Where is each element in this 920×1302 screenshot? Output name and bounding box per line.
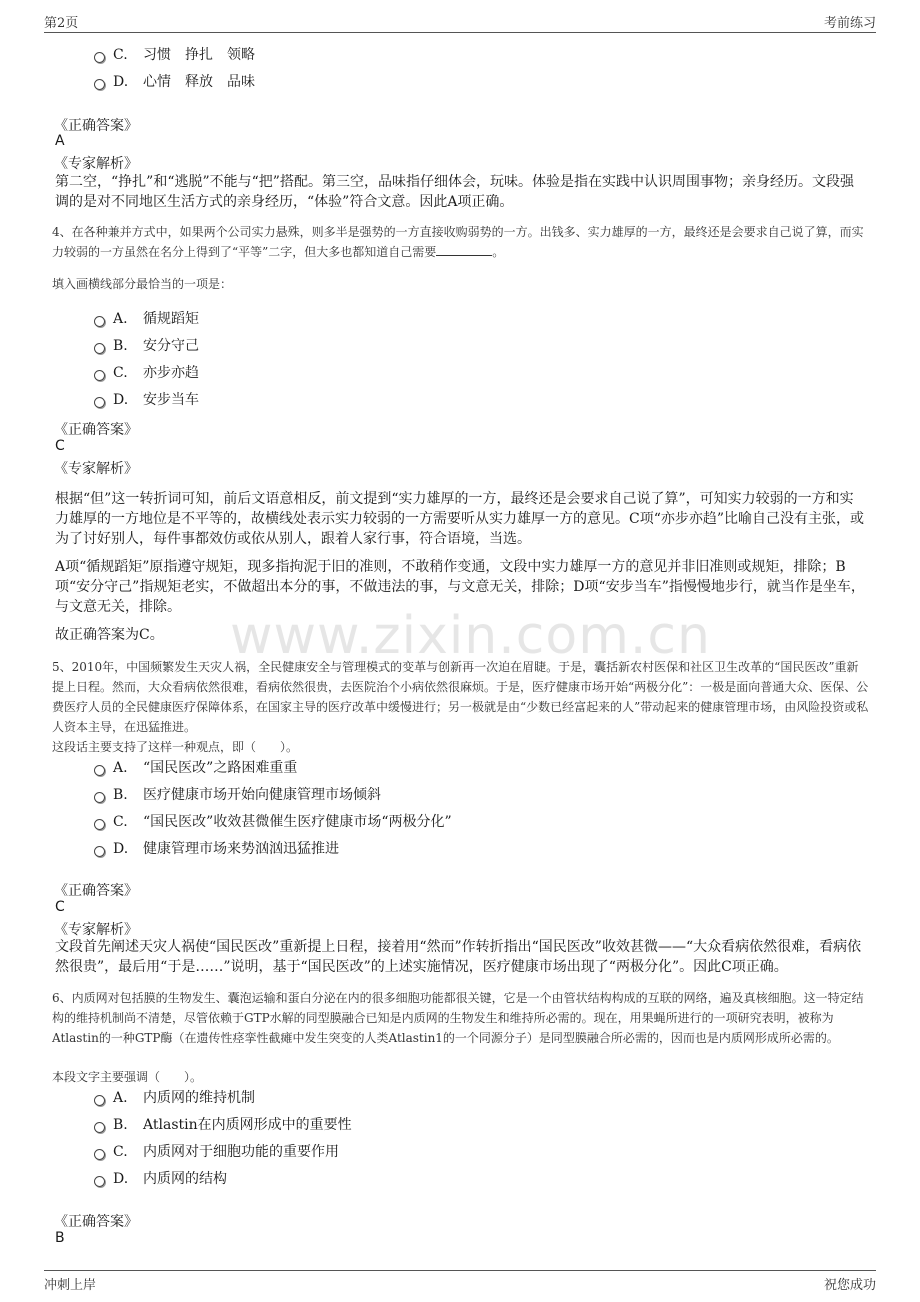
q5-analysis: 文段首先阐述天灾人祸使“国民医改”重新提上日程，接着用“然而”作转折指出“国民医改”收效甚微——“大众看病依然很难，看病依然很贵”，最后用“于是……”说明，基于“国民医改”的上述实施情况，医疗健康市场出现了“两极分化”。因此C项正确。 (55, 939, 862, 975)
radio-icon[interactable] (94, 1149, 105, 1160)
radio-icon[interactable] (94, 1122, 105, 1133)
radio-icon[interactable] (94, 1176, 105, 1187)
q4-option-d[interactable]: D. 安步当车 (94, 390, 199, 410)
page-number: 第2页 (44, 16, 79, 31)
watermark: www.zixin.com.cn (230, 606, 711, 666)
q4-option-a[interactable]: A. 循规蹈矩 (94, 309, 199, 329)
q4-option-c[interactable]: C. 亦步亦趋 (94, 363, 199, 383)
radio-icon[interactable] (94, 1095, 105, 1106)
q4-stem: 4、在各种兼并方式中，如果两个公司实力悬殊，则多半是强势的一方直接收购弱势的一方。出钱多、实力雄厚的一方，最终还是会要求自己说了算，而实力较弱的一方虽然在名分上得到了“平等”二字，但大多也都知道自己需要 。 (52, 225, 864, 259)
q5-answer: C (55, 899, 65, 915)
analysis-label: 《专家解析》 (54, 156, 138, 172)
page-footer (44, 1270, 876, 1293)
q4-answer: C (55, 438, 65, 454)
q5-prompt: 这段话主要支持了这样一种观点，即（ ）。 (52, 740, 299, 754)
q6-option-c[interactable]: C. 内质网对于细胞功能的重要作用 (94, 1142, 339, 1162)
q6-stem: 6、内质网对包括膜的生物发生、囊泡运输和蛋白分泌在内的很多细胞功能都很关键，它是一个由管状结构构成的互联的网络，遍及真核细胞。这一特定结构的维持机制尚不清楚，尽管依赖于GTP水解的同型膜融合已知是内质网的生物发生和维持所必需的。现在，用果蝇所进行的一项研究表明，被称为Atlastin的一种GTP酶（在遗传性痉挛性截瘫中发生突变的人类Atlastin1的一个同源分子）是同型膜融合所必需的，因而也是内质网形成所必需的。 (52, 991, 864, 1045)
q5-option-d[interactable]: D. 健康管理市场来势汹汹迅猛推进 (94, 839, 339, 859)
q6-option-d[interactable]: D. 内质网的结构 (94, 1169, 227, 1189)
radio-icon[interactable] (94, 316, 105, 327)
q3-analysis: 第二空，“挣扎”和“逃脱”不能与“把”搭配。第三空，品味指仔细体会，玩味。体验是指在实践中认识周围事物；亲身经历。文段强调的是对不同地区生活方式的亲身经历，“体验”符合文意。因此A项正确。 (55, 174, 854, 210)
radio-icon[interactable] (94, 819, 105, 830)
q6-option-a[interactable]: A. 内质网的维持机制 (94, 1088, 255, 1108)
q6-option-b[interactable]: B. Atlastin在内质网形成中的重要性 (94, 1115, 352, 1135)
analysis-label: 《专家解析》 (54, 922, 138, 938)
header-title: 考前练习 (823, 16, 876, 31)
radio-icon[interactable] (94, 52, 105, 63)
radio-icon[interactable] (94, 370, 105, 381)
q3-option-d[interactable]: D. 心情 释放 品味 (94, 72, 255, 92)
answer-label: 《正确答案》 (54, 883, 138, 899)
q3-option-c[interactable]: C. 习惯 挣扎 领略 (94, 45, 255, 65)
q4-analysis-p2: A项“循规蹈矩”原指遵守规矩，现多指拘泥于旧的准则，不敢稍作变通，文段中实力雄厚一方的意见并非旧准则或规矩，排除；B项“安分守己”指规矩老实，不做超出本分的事，不做违法的事，与文意无关，排除；D项“安步当车”指慢慢地步行，就当作是坐车，与文意无关，排除。 (55, 559, 865, 615)
q5-option-a[interactable]: A. “国民医改”之路困难重重 (94, 758, 297, 778)
q5-option-b[interactable]: B. 医疗健康市场开始向健康管理市场倾斜 (94, 785, 381, 805)
answer-label: 《正确答案》 (54, 1214, 138, 1230)
radio-icon[interactable] (94, 792, 105, 803)
q6-answer: B (55, 1230, 65, 1246)
q4-prompt: 填入画横线部分最恰当的一项是： (52, 277, 233, 291)
analysis-label: 《专家解析》 (54, 461, 138, 477)
fill-blank (436, 243, 492, 256)
q4-analysis-p3: 故正确答案为C。 (55, 627, 164, 643)
q3-answer: A (55, 133, 65, 149)
answer-label: 《正确答案》 (54, 118, 138, 134)
q6-prompt: 本段文字主要强调（ ）。 (52, 1070, 203, 1084)
radio-icon[interactable] (94, 397, 105, 408)
radio-icon[interactable] (94, 343, 105, 354)
page-header (44, 12, 876, 33)
q5-stem: 5、2010年，中国频繁发生天灾人祸，全民健康安全与管理模式的变革与创新再一次迫在眉睫。于是，囊括新农村医保和社区卫生改革的“国民医改”重新提上日程。然而，大众看病依然很难，看病依然很贵，去医院治个小病依然很麻烦。于是，医疗健康市场开始“两极分化”：一极是面向普通大众、医保、公费医疗人员的全民健康医疗保障体系，在国家主导的医疗改革中缓慢进行；另一极就是由“少数已经富起来的人”带动起来的健康管理市场，由风险投资或私人资本主导，在迅猛推进。 (52, 660, 869, 734)
answer-label: 《正确答案》 (54, 422, 138, 438)
footer-right-text: 祝您成功 (823, 1278, 876, 1293)
radio-icon[interactable] (94, 765, 105, 776)
q4-option-b[interactable]: B. 安分守己 (94, 336, 199, 356)
q4-analysis-p1: 根据“但”这一转折词可知，前后文语意相反，前文提到“实力雄厚的一方，最终还是会要求自己说了算”，可知实力较弱的一方和实力雄厚的一方地位是不平等的，故横线处表示实力较弱的一方需要听从实力雄厚一方的意见。C项“亦步亦趋”比喻自己没有主张，或为了讨好别人，每件事都效仿或依从别人，跟着人家行事，符合语境，当选。 (55, 491, 865, 547)
footer-left-text: 冲刺上岸 (44, 1278, 97, 1293)
radio-icon[interactable] (94, 846, 105, 857)
q5-option-c[interactable]: C. “国民医改”收效甚微催生医疗健康市场“两极分化” (94, 812, 452, 832)
radio-icon[interactable] (94, 79, 105, 90)
